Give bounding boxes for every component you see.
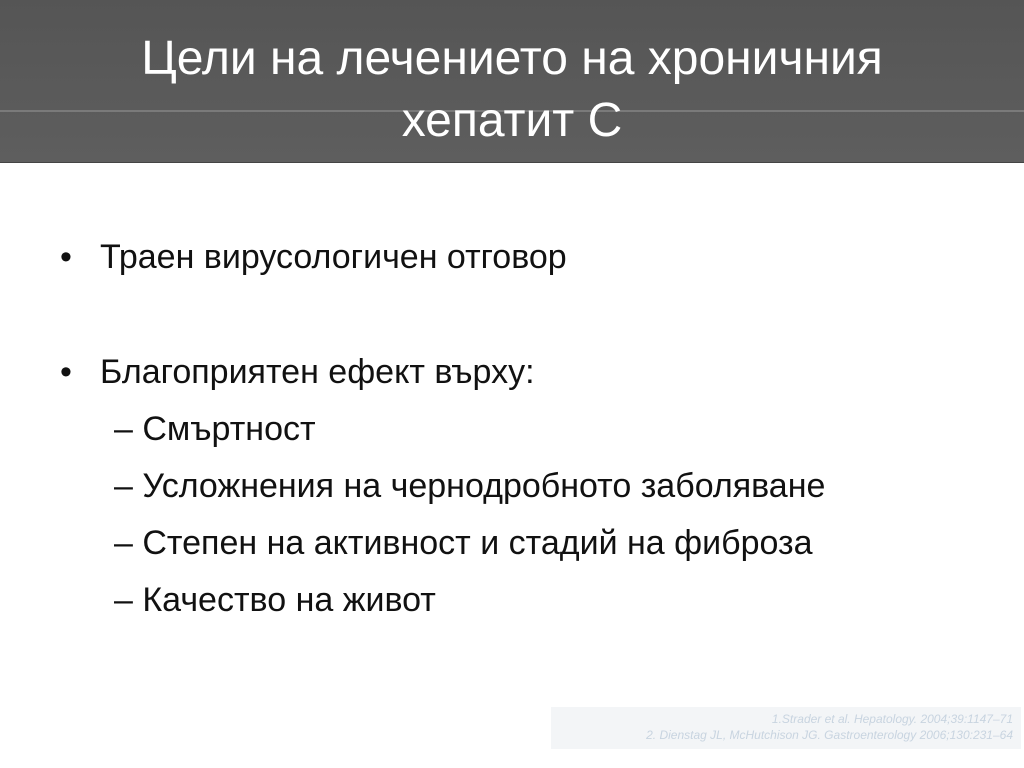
sub-bullet-text: Качество на живот: [142, 581, 436, 619]
references-box: [551, 707, 1021, 749]
slide-title-line-1: Цели на лечението на хроничния: [141, 32, 883, 85]
bullet-marker: •: [60, 238, 72, 276]
sub-bullet-text: Смъртност: [142, 410, 316, 448]
bullet-marker: •: [60, 353, 72, 391]
reference-2: 2. Dienstag JL, McHutchison JG. Gastroenterology 2006;130:231–64: [646, 728, 1013, 742]
slide-title-line-2: хепатит С: [401, 94, 623, 147]
sub-bullet-item: [114, 466, 825, 506]
sub-bullet-marker: –: [114, 524, 133, 562]
sub-bullet-marker: –: [114, 410, 133, 448]
bullet-item: [60, 237, 567, 277]
title-bar: [0, 0, 1024, 163]
reference-1: 1.Strader et al. Hepatology. 2004;39:1147–71: [771, 712, 1013, 726]
sub-bullet-marker: –: [114, 581, 133, 619]
sub-bullet-item: [114, 409, 316, 449]
bullet-text: Благоприятен ефект върху:: [100, 353, 535, 391]
sub-bullet-item: [114, 523, 813, 563]
slide-title: [0, 28, 1024, 152]
bullet-item: [60, 352, 535, 392]
bullet-text: Траен вирусологичен отговор: [100, 238, 567, 276]
sub-bullet-text: Степен на активност и стадий на фиброза: [142, 524, 813, 562]
sub-bullet-marker: –: [114, 467, 133, 505]
sub-bullet-item: [114, 580, 436, 620]
sub-bullet-text: Усложнения на чернодробното заболяване: [142, 467, 826, 505]
